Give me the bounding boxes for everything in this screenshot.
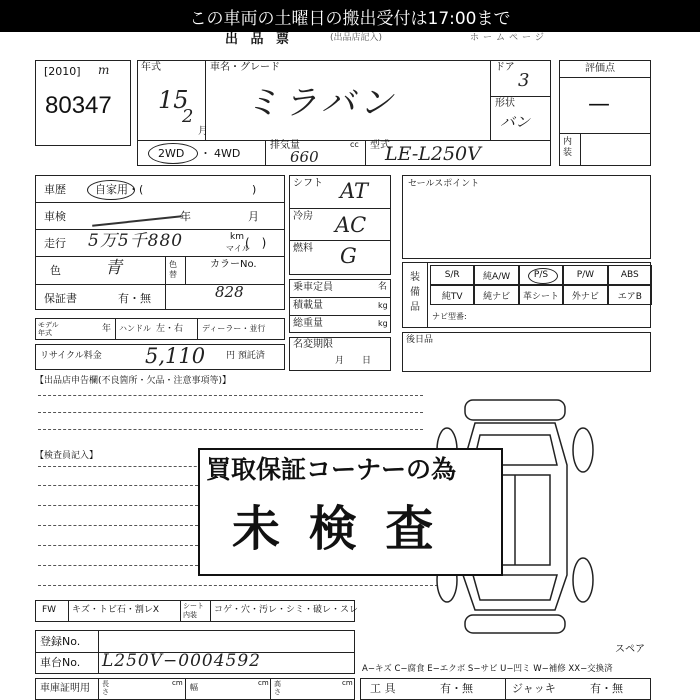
width-label: 幅 bbox=[190, 683, 198, 692]
load-label: 積載量 bbox=[293, 300, 323, 311]
color-change-label: 色替 bbox=[169, 260, 177, 280]
warranty-options: 有・無 bbox=[118, 292, 151, 305]
lot-year: [2010] bbox=[44, 65, 81, 78]
inspection-label: 車検 bbox=[44, 210, 66, 223]
after-date-box bbox=[402, 332, 651, 372]
door-value: 3 bbox=[518, 70, 530, 91]
equipment-item: 外ナビ bbox=[563, 285, 607, 305]
registration-label: 登録No. bbox=[40, 635, 81, 648]
top-banner bbox=[0, 0, 700, 32]
equipment-item: P/S bbox=[519, 265, 563, 285]
color-no-value: 828 bbox=[215, 283, 244, 301]
shift-value: AT bbox=[340, 179, 369, 203]
recycle-value: 5,110 bbox=[145, 344, 206, 368]
year-value: 15 bbox=[158, 86, 189, 114]
shape-label: 形状 bbox=[495, 98, 515, 109]
interior-label: 内装 bbox=[563, 137, 573, 158]
gross-label: 総重量 bbox=[293, 318, 323, 329]
height-cm: cm bbox=[342, 679, 353, 687]
color-value: 青 bbox=[105, 258, 122, 278]
door-label: ドア bbox=[495, 62, 515, 73]
width-cm: cm bbox=[258, 679, 269, 687]
name-change-unit: 月日 bbox=[335, 356, 390, 366]
year-label: 年式 bbox=[141, 62, 161, 73]
mileage-parens: ( ) bbox=[245, 236, 267, 250]
handle-label: ハンドル bbox=[119, 324, 151, 333]
warranty-label: 保証書 bbox=[44, 292, 77, 305]
fuel-label: 燃料 bbox=[293, 243, 313, 254]
seat-legend: コゲ・穴・汚レ・シミ・破レ・スレ bbox=[214, 605, 359, 615]
history-value: 自家用・( bbox=[95, 183, 144, 196]
mileage-value: 5万5千880 bbox=[88, 231, 184, 251]
name-value: ミラバン bbox=[245, 83, 397, 123]
chassis-label: 車台No. bbox=[40, 656, 81, 669]
length-label: 長さ bbox=[102, 680, 109, 697]
jack-options: 有・無 bbox=[590, 682, 623, 695]
equipment-item: ABS bbox=[608, 265, 652, 285]
length-cm: cm bbox=[172, 679, 183, 687]
header-right-fragment: ホームページ bbox=[470, 33, 548, 43]
fuel-value: G bbox=[340, 244, 357, 268]
damage-legend: A−キズ C−腐食 E−エクボ S−サビ U−凹ミ W−補修 XX−交換済 bbox=[362, 664, 613, 674]
equipment-selected-ring bbox=[528, 268, 558, 284]
gross-unit: kg bbox=[378, 319, 388, 328]
recycle-label: リサイクル料金 bbox=[40, 351, 102, 361]
lot-mark: m bbox=[98, 63, 110, 77]
fw-legend: キズ・トビ石・割レX bbox=[72, 605, 159, 615]
equipment-item: P/W bbox=[563, 265, 607, 285]
displacement-label: 排気量 bbox=[270, 140, 300, 151]
seat-label: シート内装 bbox=[183, 602, 204, 620]
stamp-line2: 未 検 査 bbox=[232, 501, 440, 557]
month-unit: 月 bbox=[198, 126, 208, 137]
month-value: 2 bbox=[182, 106, 194, 127]
header-title-fragment: 出 品 票 bbox=[225, 32, 294, 47]
sales-point-label: セールスポイント bbox=[408, 179, 480, 189]
inspection-year-unit: 年 bbox=[180, 210, 191, 223]
jack-label: ジャッキ bbox=[512, 682, 556, 695]
equipment-item: 純TV bbox=[430, 285, 474, 305]
passengers-label: 乗車定員 bbox=[293, 282, 333, 293]
equipment-item: 純A/W bbox=[474, 265, 518, 285]
after-date-label: 後日品 bbox=[406, 335, 434, 345]
name-change-label: 名変期限 bbox=[293, 339, 333, 350]
navi-label: ナビ型番: bbox=[432, 312, 467, 321]
drive-sep: ・ bbox=[200, 147, 211, 160]
score-label: 評価点 bbox=[585, 63, 615, 74]
banner-text: この車両の土曜日の搬出受付は17:00まで bbox=[189, 8, 511, 29]
mileage-label: 走行 bbox=[44, 237, 66, 250]
chassis-value: L250V−0004592 bbox=[102, 651, 261, 671]
score-value: — bbox=[588, 92, 610, 117]
model-value: LE-L250V bbox=[385, 143, 481, 165]
passengers-unit: 名 bbox=[378, 282, 388, 292]
fw-label: FW bbox=[42, 605, 57, 615]
equipment-item: エアB bbox=[608, 285, 652, 305]
shape-value: バン bbox=[500, 113, 531, 131]
drive-4wd: 4WD bbox=[214, 147, 241, 160]
equipment-item: 革シート bbox=[519, 285, 563, 305]
load-unit: kg bbox=[378, 301, 388, 310]
lot-number: 80347 bbox=[45, 92, 112, 119]
shift-label: シフト bbox=[293, 178, 323, 189]
dealer-label: ディーラー・並行 bbox=[202, 324, 266, 333]
handle-options: 左・右 bbox=[156, 324, 184, 334]
color-label: 色 bbox=[50, 264, 61, 277]
equipment-item: S/R bbox=[430, 265, 474, 285]
cc-unit: cc bbox=[350, 140, 359, 149]
cert-label: 車庫証明用 bbox=[40, 683, 90, 694]
model-year-label: モデル年式 bbox=[38, 321, 59, 338]
history-label: 車歴 bbox=[44, 183, 66, 196]
tools-label: 工 具 bbox=[370, 682, 396, 695]
displacement-value: 660 bbox=[290, 148, 319, 166]
inspector-label: 【検査員記入】 bbox=[35, 451, 99, 461]
ac-label: 冷房 bbox=[293, 211, 313, 222]
spare-label: スペア bbox=[615, 644, 645, 655]
ac-value: AC bbox=[335, 213, 367, 237]
name-label: 車名・グレード bbox=[210, 62, 280, 73]
km-unit: km bbox=[230, 232, 244, 242]
model-label: 型式 bbox=[370, 140, 390, 151]
model-year-unit: 年 bbox=[102, 324, 112, 334]
dealer-notes-label: 【出品店申告欄(不良箇所・欠品・注意事項等)】 bbox=[35, 376, 232, 386]
tools-options: 有・無 bbox=[440, 682, 473, 695]
equipment-label: 装備品 bbox=[410, 272, 420, 313]
height-label: 高さ bbox=[274, 680, 281, 697]
inspection-month-unit: 月 bbox=[248, 210, 259, 223]
stamp-line1: 買取保証コーナーの為 bbox=[206, 455, 457, 484]
header-sub-fragment: (出品店記入) bbox=[330, 33, 383, 43]
recycle-unit: 円 預託済 bbox=[226, 351, 265, 361]
mile-unit: マイル bbox=[226, 244, 250, 253]
equipment-item: 純ナビ bbox=[474, 285, 518, 305]
drive-2wd: 2WD bbox=[158, 147, 185, 160]
color-no-label: カラーNo. bbox=[210, 259, 257, 270]
history-close: ) bbox=[252, 183, 257, 196]
